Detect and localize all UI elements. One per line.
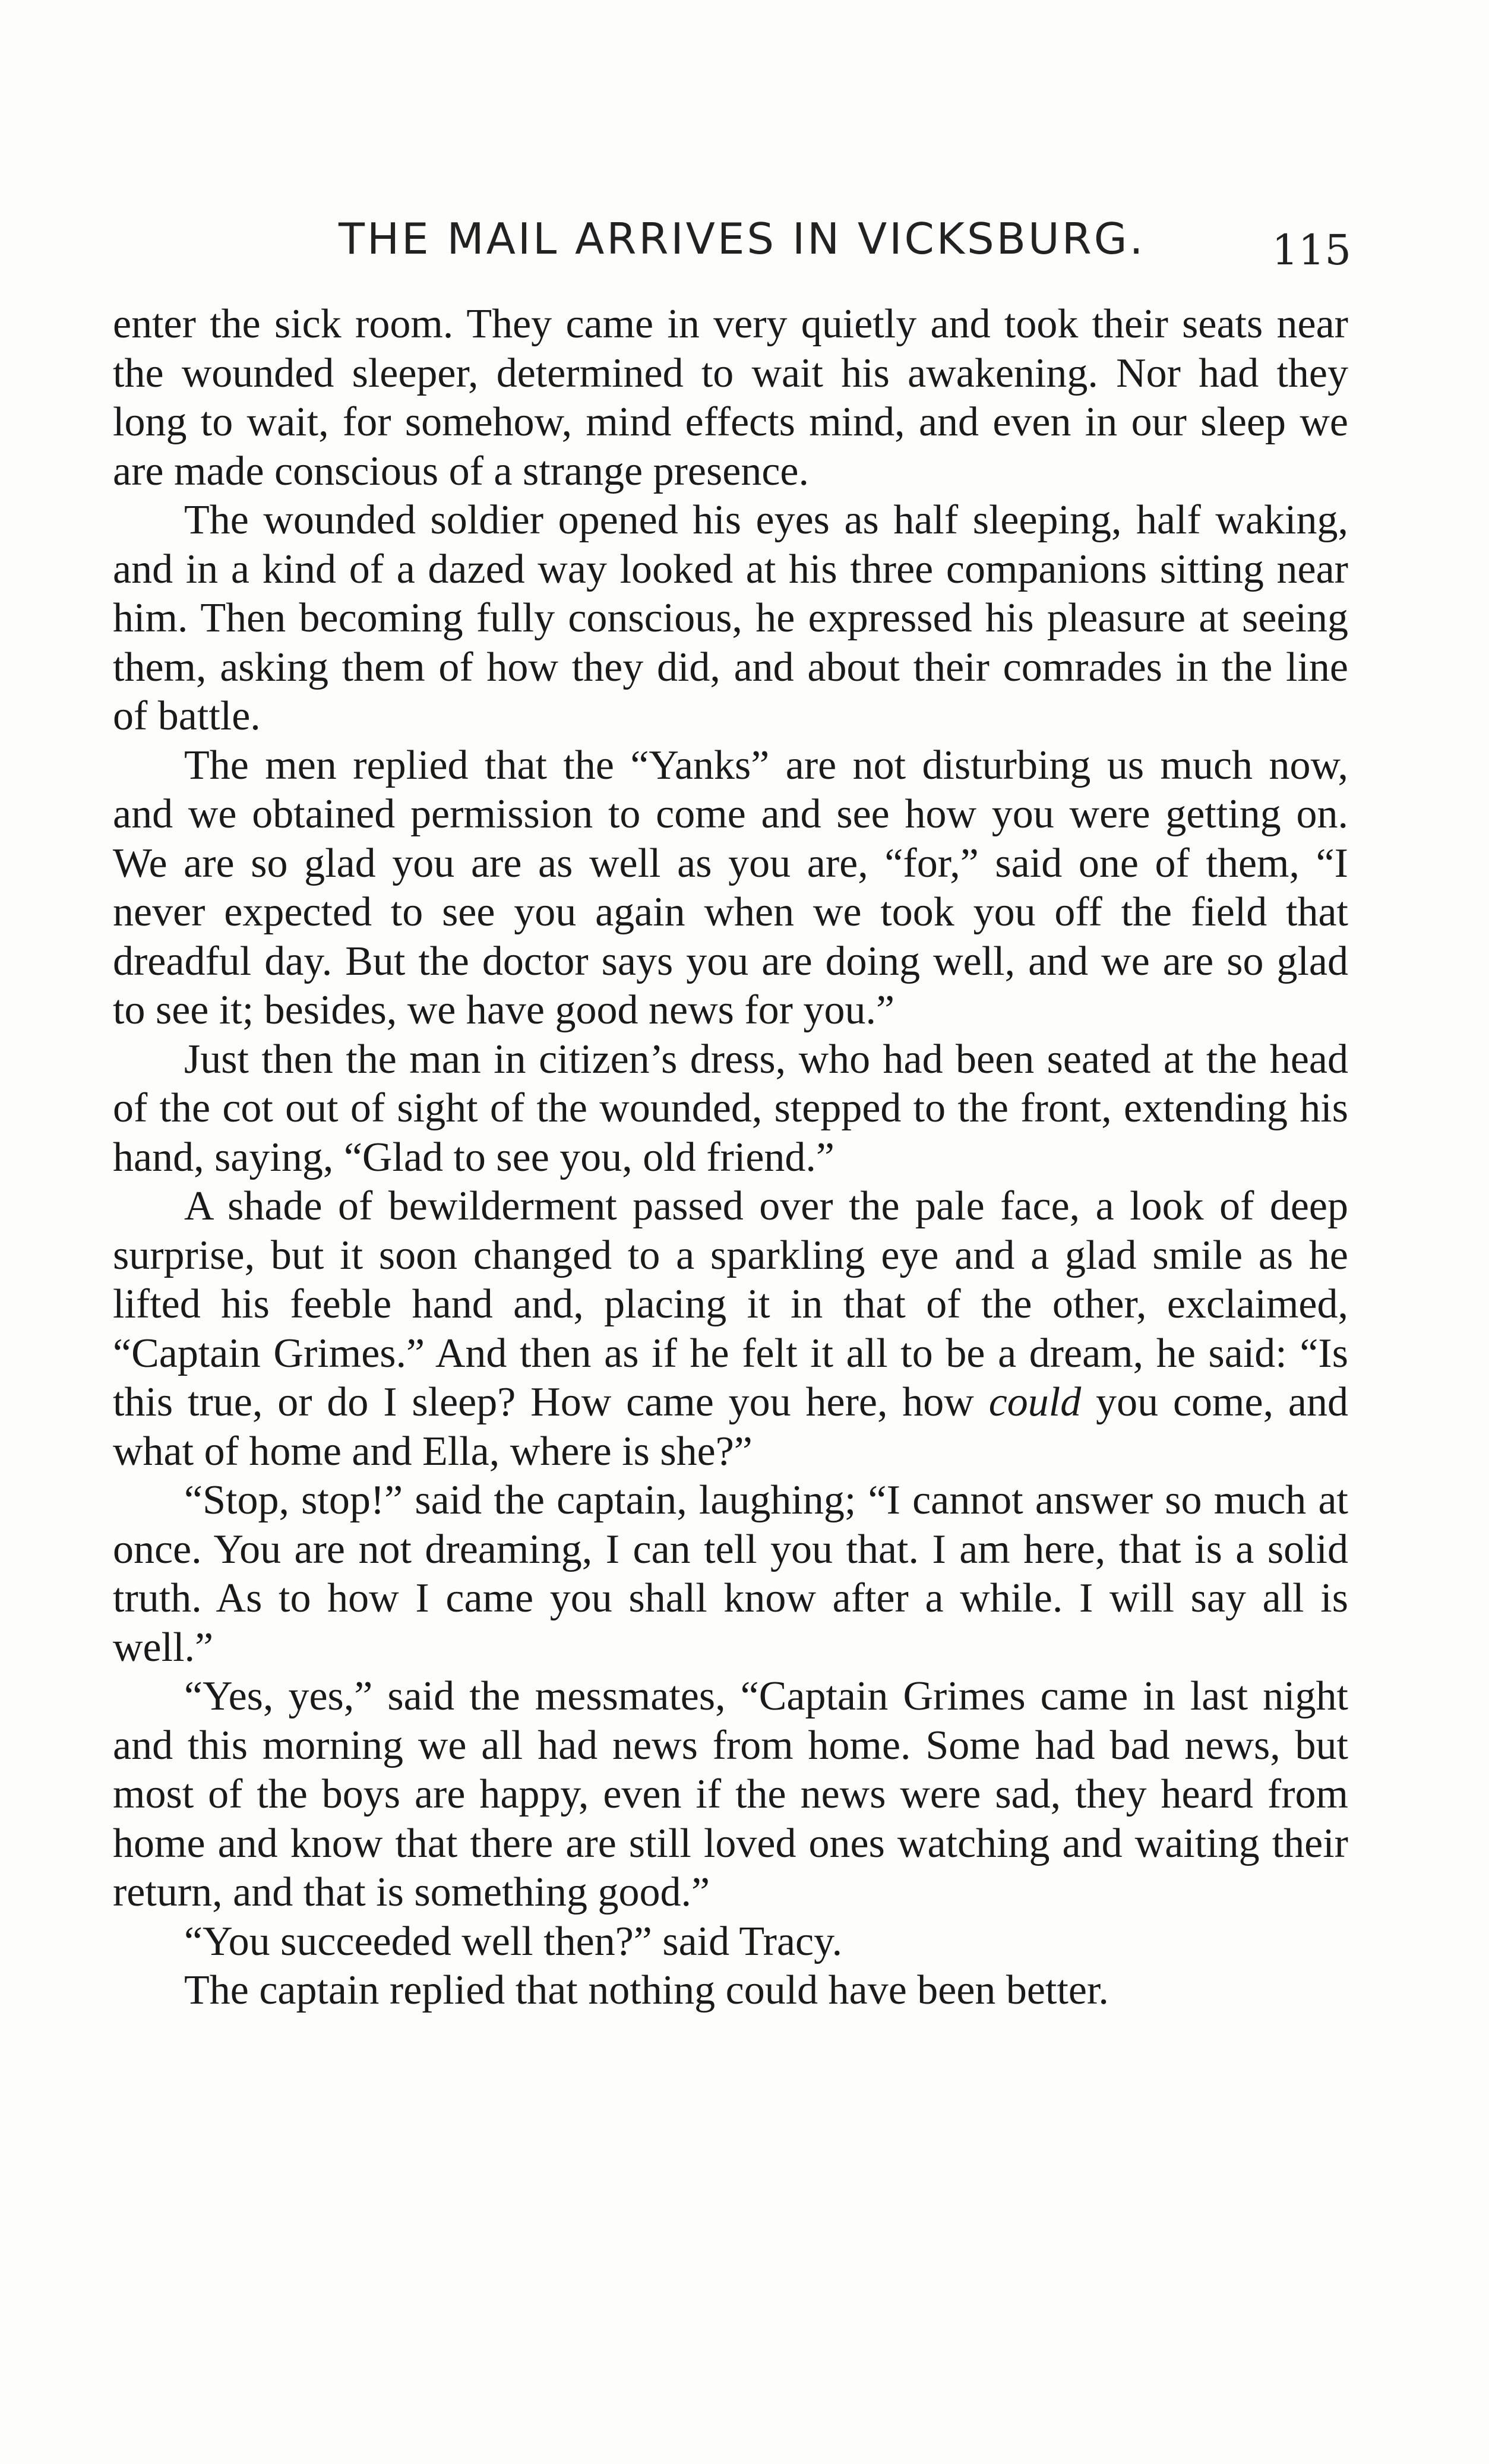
paragraph-4: Just then the man in citizen’s dress, who had been seated at the head of the cot out of sight of the wounded, stepped to the front, extending his hand, saying, “Glad to see you, old friend.” (113, 1036, 1348, 1180)
paragraph-3: The men replied that the “Yanks” are not disturbing us much now, and we obtained permission to come and see how you were getting on. We are so glad you are as well as you are, “for,” said one of them, “I never expected to see you again when we took you off the field that dreadful day. But the doctor says you are doing well, and we are so glad to see it; besides, we have good news for you.” (113, 742, 1348, 1033)
paragraph-5-emphasis: could (988, 1379, 1082, 1425)
paragraph-6: “Stop, stop!” said the captain, laughing; “I cannot answer so much at once. You are not dreaming, I can tell you that. I am here, that is a solid truth. As to how I came you shall know after a while. I will say all is well.” (113, 1477, 1348, 1670)
paragraph-8: “You succeeded well then?” said Tracy. (184, 1918, 843, 1964)
paragraph-5 (113, 1182, 1348, 1476)
paragraph-1: enter the sick room. They came in very quietly and took their seats near the wounded sleeper, determined to wait his awakening. Nor had they long to wait, for somehow, mind effects mind, and even in our sleep we are made conscious of a strange presence. (113, 301, 1348, 494)
paragraph-5-text-after: you come, and what of home and Ella, where is she?” (113, 1379, 1349, 1474)
page-number: 115 (1272, 226, 1351, 274)
paragraph-2: The wounded soldier opened his eyes as half sleeping, half waking, and in a kind of a dazed way looked at his three companions sitting near him. Then becoming fully conscious, he expressed his pleasure at seeing them, asking them of how they did, and about their comrades in the line of battle. (113, 497, 1348, 739)
paragraph-5-text-before: A shade of bewilderment passed over the pale face, a look of deep surprise, but it soon changed to a sparkling eye and a glad smile as he lifted his feeble hand and, placing it in that of the other, exclaimed, “Captain Grimes.” And then as if he felt it all to be a dream, he said: “Is this true, or do I sleep? How came you here, how (113, 1183, 1348, 1425)
body-text (113, 300, 1348, 2016)
paragraph-7: “Yes, yes,” said the messmates, “Captain Grimes came in last night and this morning we all had news from home. Some had bad news, but most of the boys are happy, even if the news were sad, they heard from home and know that there are still loved ones watching and waiting their return, and that is something good.” (113, 1673, 1348, 1915)
page-header (107, 202, 1354, 273)
paragraph-9: The captain replied that nothing could have been better. (184, 1967, 1109, 2013)
running-title: THE MAIL ARRIVES IN VICKSBURG. (339, 214, 1146, 264)
